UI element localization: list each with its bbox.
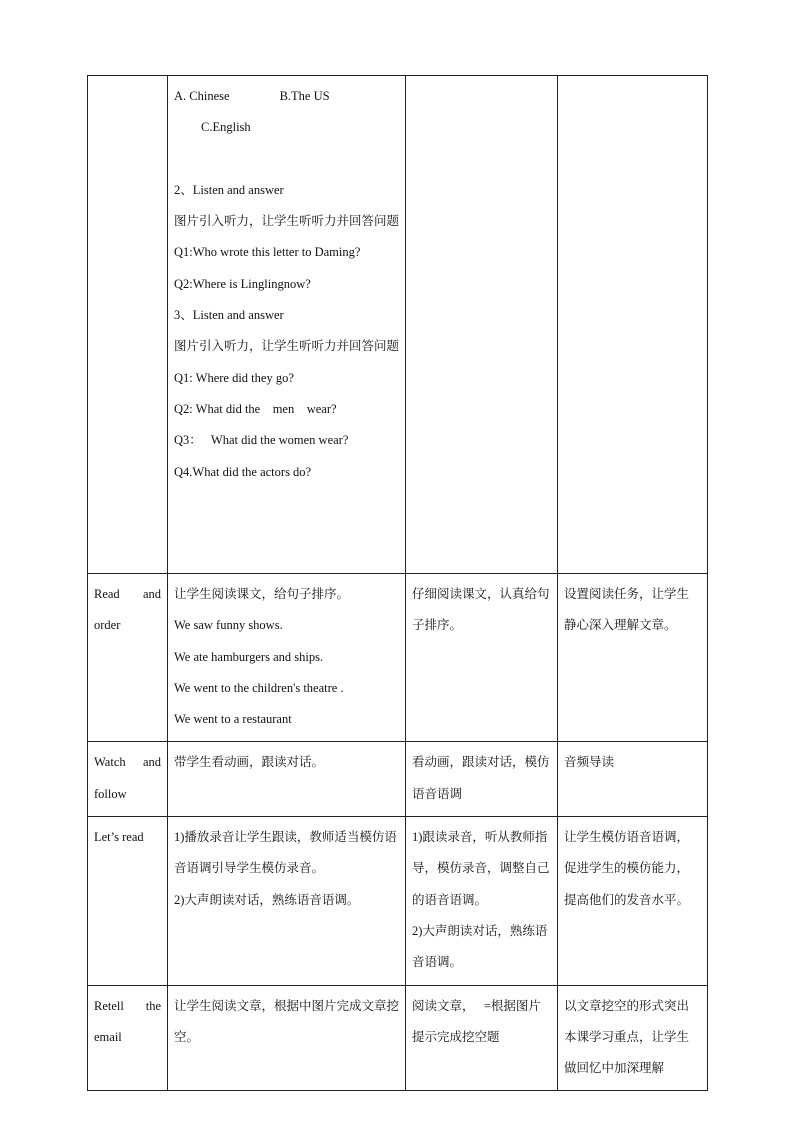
teacher-activity-cell [168,817,406,985]
step-cell [88,742,168,817]
teacher-text: 带学生看动画，跟读对话。 [174,755,325,770]
task3-q2: Q2: What did the men wear? [174,401,337,416]
student-activity-cell [406,742,558,817]
sentence-item: We saw funny shows. [174,618,283,633]
step-cell [88,574,168,742]
teacher-text: 2)大声朗读对话，熟练语音语调。 [174,892,360,907]
step-cell [88,76,168,574]
table-row [88,76,708,574]
purpose-text: 音频导读 [564,755,615,770]
step-label: Retell the [94,998,161,1013]
student-activity-cell [406,817,558,985]
student-text: 2)大声朗读对话，熟练语音语调。 [412,923,548,970]
purpose-text: 设置阅读任务，让学生静心深入理解文章。 [564,587,690,633]
sentence-item: We ate hamburgers and ships. [174,649,324,664]
task2-q1: Q1:Who wrote this letter to Daming? [174,245,361,260]
task3-title: 3、Listen and answer [174,308,284,323]
teacher-activity-cell [168,574,406,742]
teacher-activity-cell [168,742,406,817]
task3-q1: Q1: Where did they go? [174,370,294,385]
step-cell [88,985,168,1091]
step-label-cont: follow [94,786,127,801]
task2-desc: 图片引入听力，让学生听听力并回答问题 [174,214,400,229]
task3-q3: Q3： What did the women wear? [174,433,349,448]
purpose-text: 以文章挖空的形式突出本课学习重点，让学生做回忆中加深理解 [564,998,690,1076]
table-row [88,817,708,985]
teacher-activity-cell [168,985,406,1091]
lesson-plan-table [87,75,708,1091]
step-label-cont: email [94,1029,122,1044]
table-row [88,742,708,817]
student-activity-cell [406,76,558,574]
task3-q4: Q4.What did the actors do? [174,464,312,479]
step-cell [88,817,168,985]
table-row [88,574,708,742]
sentence-item: We went to a restaurant [174,712,292,727]
step-label-cont: order [94,618,121,633]
teacher-activity-cell [168,76,406,574]
teacher-text: 让学生阅读课文，给句子排序。 [174,587,350,601]
purpose-cell [558,985,708,1091]
purpose-cell [558,574,708,742]
student-text: 阅读文章， =根据图片提示完成挖空题 [412,998,541,1044]
student-activity-cell [406,985,558,1091]
teacher-text: 让学生阅读文章，根据中图片完成文章挖空。 [174,998,400,1044]
options-line: A. Chinese B.The US [174,89,330,103]
task2-title: 2、Listen and answer [174,182,284,197]
student-text: 看动画，跟读对话，模仿语音语调 [412,755,550,801]
task2-q2: Q2:Where is Linglingnow? [174,276,311,291]
student-activity-cell [406,574,558,742]
task3-desc: 图片引入听力，让学生听听力并回答问题 [174,339,400,354]
student-text: 仔细阅读课文，认真给句子排序。 [412,587,550,633]
student-text: 1)跟读录音，听从教师指导，模仿录音，调整自己的语音语调。 [412,830,550,907]
teacher-text: 1)播放录音让学生跟读，教师适当模仿语音语调引导学生模仿录音。 [174,830,397,876]
step-label: Watch and [94,755,161,770]
table-row [88,985,708,1091]
purpose-text: 让学生模仿语音语调，促进学生的模仿能力，提高他们的发音水平。 [564,830,690,907]
step-label: Let’s read [94,830,144,845]
option-c: C.English [201,120,251,135]
purpose-cell [558,742,708,817]
step-label: Read and [94,587,161,601]
sentence-item: We went to the children's theatre . [174,680,344,695]
purpose-cell [558,817,708,985]
purpose-cell [558,76,708,574]
